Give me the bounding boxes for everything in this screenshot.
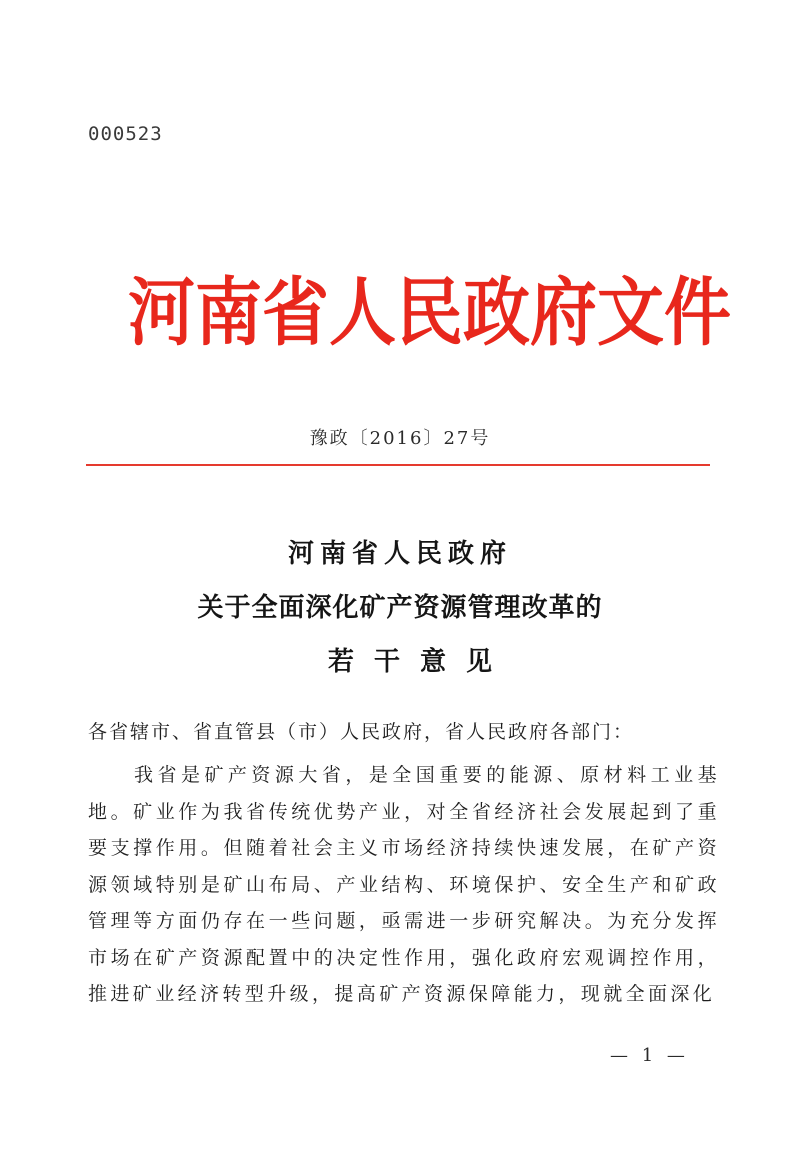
body-paragraph: 我省是矿产资源大省，是全国重要的能源、原材料工业基地。矿业作为我省传统优势产业，对全省经济社会发展起到了重要支撑作用。但随着社会主义市场经济持续快速发展，在矿产资源领域特别是矿山布局、产业结构、环境保护、安全生产和矿政管理等方面仍存在一些问题，亟需进一步研究解决。为充分发挥市场在矿产资源配置中的决定性作用，强化政府宏观调控作用，推进矿业经济转型升级，提高矿产资源保障能力，现就全面深化 <box>88 764 720 1005</box>
title-line-3: 若干意见 <box>327 647 512 677</box>
document-number: 豫政〔2016〕27号 <box>309 428 491 449</box>
salutation: 各省辖市、省直管县（市）人民政府，省人民政府各部门： <box>88 721 635 743</box>
red-separator-line <box>86 464 710 466</box>
title-line-2: 关于全面深化矿产资源管理改革的 <box>197 593 603 623</box>
serial-number: 000523 <box>88 123 163 145</box>
title-line-1: 河南省人民政府 <box>287 539 512 569</box>
issuer-masthead: 河南省人民政府文件 <box>128 269 731 356</box>
page-number: — 1 — <box>610 1045 689 1066</box>
